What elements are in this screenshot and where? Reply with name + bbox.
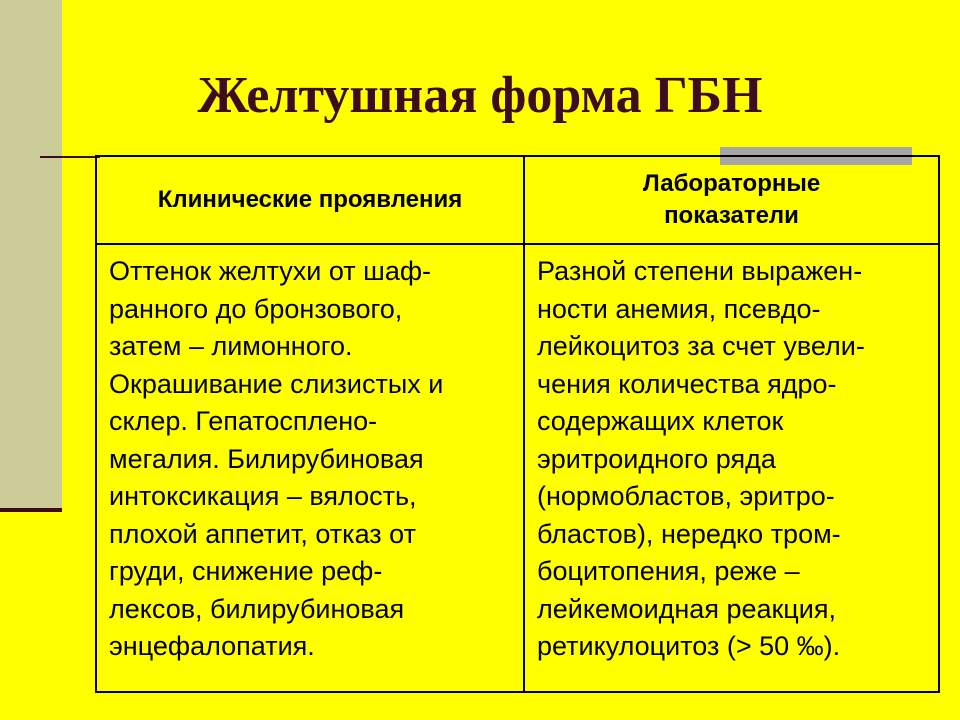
cell-laboratory-text: Разной степени выражен- ности анемия, псевдо- лейкоцитоз за счет увели- чения количества ядро- содержащих клеток эритроидного ряда (нормобластов, эритро- бластов), нередко тром- боцитопения, реже – лейкемоидная реакция, ретикулоцитоз (> 50 ‰). [537,256,865,661]
comparison-table [95,155,940,693]
title-rule [40,156,100,158]
cell-clinical-text: Оттенок желтухи от шаф- ранного до бронзового, затем – лимонного. Окрашивание слизистых и склер. Гепатосплено- мегалия. Билирубиновая интоксикация – вялость, плохой аппетит, отказ от груди, снижение реф- лексов, билирубиновая энцефалопатия. [109,256,444,661]
header-clinical-label: Клинические проявления [157,186,463,213]
slide-title: Желтушная форма ГБН [197,67,763,124]
header-laboratory [525,157,938,243]
table-header-row [97,157,938,245]
header-clinical [97,157,523,243]
column-divider [523,157,525,691]
side-bar-rule [0,508,62,512]
header-laboratory-label: Лабораторные показатели [642,170,821,229]
